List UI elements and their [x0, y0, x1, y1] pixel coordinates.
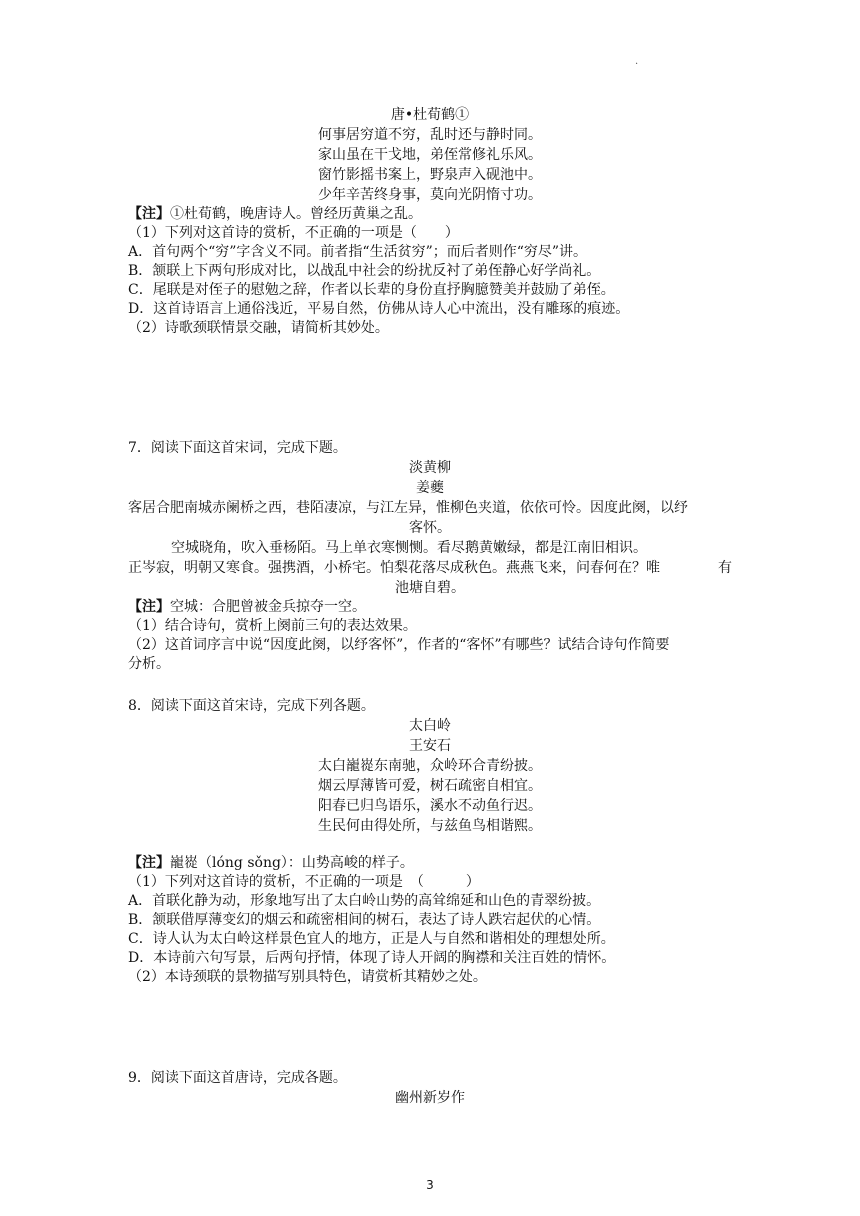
poem-line: 阳春已归鸟语乐，溪水不动鱼行迟。 [318, 798, 542, 814]
poem-title: 幽州新岁作 [395, 1090, 465, 1106]
poem-note [128, 205, 422, 223]
poem-line: 生民何由得处所，与兹鱼鸟相谐熙。 [318, 818, 542, 834]
option-b: B．颔联借厚薄变幻的烟云和疏密相间的树石，表达了诗人跌宕起伏的心情。 [128, 912, 601, 928]
poem-line: 太白巃嵸东南驰，众岭环合青纷披。 [318, 758, 542, 774]
note-label: 【注】 [128, 206, 170, 222]
option-a: A．首联化静为动，形象地写出了太白岭山势的高耸绵延和山色的青翠纷披。 [128, 893, 601, 909]
poem-body-text: 有 [718, 560, 732, 576]
poem-line: 何事居穷道不穷，乱时还与静时同。 [318, 127, 542, 143]
question-intro: 8．阅读下面这首宋诗，完成下列各题。 [128, 698, 375, 714]
poem-note [128, 598, 366, 616]
question-intro: 7．阅读下面这首宋词，完成下题。 [128, 440, 347, 456]
option-c: C．尾联是对侄子的慰勉之辞，作者以长辈的身份直抒胸臆赞美并鼓励了弟侄。 [128, 282, 615, 298]
note-text: 巃嵸（lóng sǒng）：山势高峻的样子。 [170, 855, 414, 871]
question-2: （2）诗歌颈联情景交融，请简析其妙处。 [128, 320, 389, 336]
poem-author: 姜夔 [416, 480, 444, 496]
question-1: （1）结合诗句，赏析上阕前三句的表达效果。 [128, 618, 417, 634]
question-intro: 9．阅读下面这首唐诗，完成各题。 [128, 1070, 347, 1086]
question-1: （1）下列对这首诗的赏析，不正确的一项是（ ） [128, 225, 459, 241]
option-d: D．本诗前六句写景，后两句抒情，体现了诗人开阔的胸襟和关注百姓的情怀。 [128, 950, 616, 966]
poem-line: 烟云厚薄皆可爱，树石疏密自相宜。 [318, 778, 542, 794]
preface-line: 客怀。 [409, 520, 451, 536]
option-c: C．诗人认为太白岭这样景色宜人的地方，正是人与自然和谐相处的理想处所。 [128, 931, 615, 947]
question-2: （2）这首词序言中说“因度此阕，以纾客怀”，作者的“客怀”有哪些？试结合诗句作简要 [128, 637, 670, 653]
option-b: B．颔联上下两句形成对比，以战乱中社会的纷扰反衬了弟侄静心好学尚礼。 [128, 263, 601, 279]
preface-line: 客居合肥南城赤阑桥之西，巷陌凄凉，与江左异，惟柳色夹道，依依可怜。因度此阕，以纾 [128, 500, 688, 516]
poem-body-line: 空城晓角，吹入垂杨陌。马上单衣寒恻恻。看尽鹅黄嫩绿，都是江南旧相识。 [171, 540, 647, 556]
note-label: 【注】 [128, 855, 170, 871]
poem-line: 少年辛苦终身事，莫向光阴惰寸功。 [318, 187, 542, 203]
poem-body-text: 正岑寂，明朝又寒食。强携酒，小桥宅。怕梨花落尽成秋色。燕燕飞来，问春何在？唯 [128, 560, 660, 576]
poem-line: 家山虽在干戈地，弟侄常修礼乐风。 [318, 147, 542, 163]
poem-author: 王安石 [409, 738, 451, 754]
question-1: （1）下列对这首诗的赏析，不正确的一项是 （ ） [128, 874, 480, 890]
poem-note [128, 854, 414, 872]
poem-title: 唐•杜荀鹤① [390, 107, 470, 123]
poem-body-line: 池塘自碧。 [395, 580, 465, 596]
poem-title: 太白岭 [409, 718, 451, 734]
page-number: 3 [426, 1178, 434, 1192]
poem-title: 淡黄柳 [409, 460, 451, 476]
question-2: （2）本诗颈联的景物描写别具特色，请赏析其精妙之处。 [128, 969, 487, 985]
note-label: 【注】 [128, 599, 170, 615]
poem-body-line [128, 559, 732, 577]
poem-line: 窗竹影摇书案上，野泉声入砚池中。 [318, 167, 542, 183]
note-text: 空城：合肥曾被金兵掠夺一空。 [170, 599, 366, 615]
header-mark: . [635, 56, 639, 67]
option-d: D．这首诗语言上通俗浅近，平易自然，仿佛从诗人心中流出，没有雕琢的痕迹。 [128, 301, 630, 317]
option-a: A．首句两个“穷”字含义不同。前者指“生活贫穷”；而后者则作“穷尽”讲。 [128, 244, 588, 260]
question-2-cont: 分析。 [128, 656, 170, 672]
note-text: ①杜荀鹤，晚唐诗人。曾经历黄巢之乱。 [170, 206, 422, 222]
